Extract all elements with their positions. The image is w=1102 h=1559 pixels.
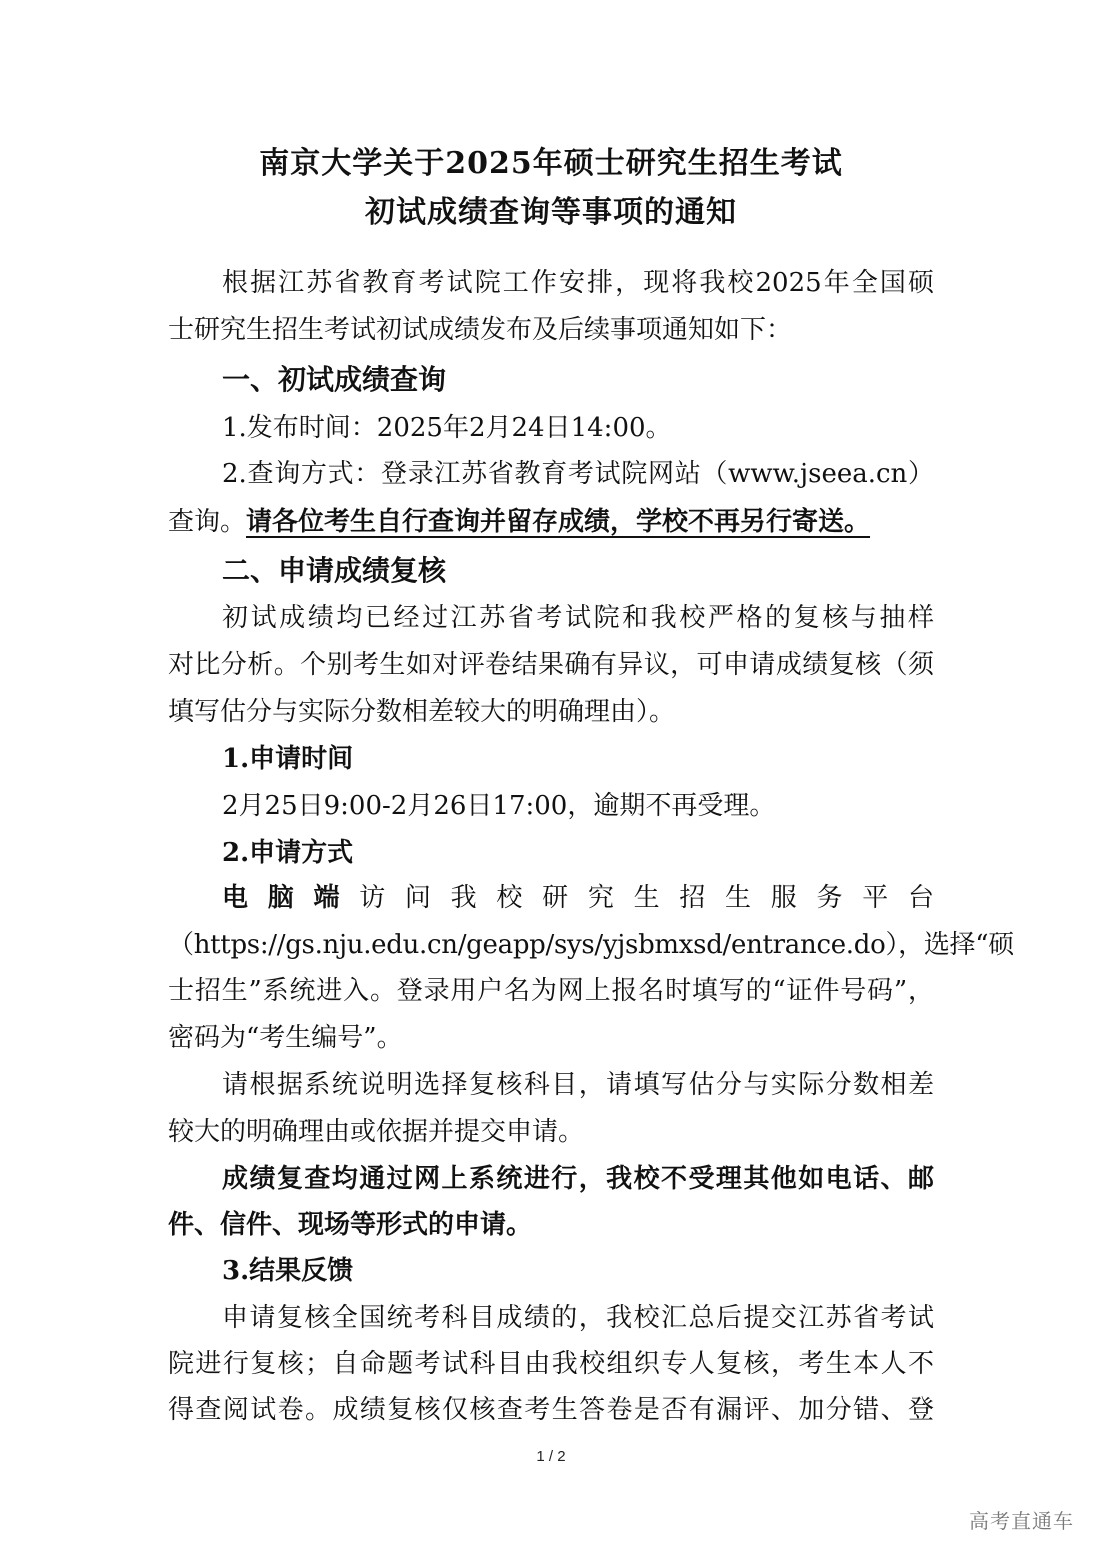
- platform-url-line: （https://gs.nju.edu.cn/geapp/sys/yjsbmxsd/entrance.do），选择“硕: [168, 930, 1014, 960]
- section-2-para-line-3: 填写估分与实际分数相差较大的明确理由）。: [168, 697, 676, 727]
- notice-title-line-1: 南京大学关于2025年硕士研究生招生考试: [259, 146, 843, 181]
- section-1-item-2-line-1: 2.查询方式：登录江苏省教育考试院网站（www.jseea.cn）: [222, 459, 934, 489]
- self-query-notice: 请各位考生自行查询并留存成绩，学校不再另行寄送。: [246, 507, 871, 537]
- application-method-line-4: 密码为“考生编号”。: [168, 1023, 403, 1053]
- result-feedback-line-1: 申请复核全国统考科目成绩的，我校汇总后提交江苏省考试: [222, 1303, 934, 1333]
- subsection-1-heading: 1.申请时间: [222, 744, 354, 774]
- section-2-heading: 二、申请成绩复核: [222, 554, 447, 587]
- online-only-notice-line-2: 件、信件、现场等形式的申请。: [168, 1210, 533, 1240]
- pc-label: 电脑端: [222, 883, 360, 913]
- result-feedback-line-3: 得查阅试卷。成绩复核仅核查考生答卷是否有漏评、加分错、登: [168, 1395, 934, 1425]
- select-subject-line-1: 请根据系统说明选择复核科目，请填写估分与实际分数相差: [222, 1070, 934, 1100]
- application-time-text: 2月25日9:00-2月26日17:00，逾期不再受理。: [222, 791, 776, 821]
- select-subject-line-2: 较大的明确理由或依据并提交申请。: [168, 1117, 585, 1147]
- section-1-item-2-line-2: [168, 504, 934, 540]
- section-1-item-1: 1.发布时间：2025年2月24日14:00。: [222, 413, 672, 443]
- page-number: 1 / 2: [536, 1448, 566, 1465]
- subsection-3-heading: 3.结果反馈: [222, 1256, 354, 1286]
- section-2-para-line-2: 对比分析。个别考生如对评卷结果确有异议，可申请成绩复核（须: [168, 650, 934, 680]
- platform-text: 访问我校研究生招生服务平台: [359, 883, 934, 913]
- application-method-line-3: 士招生”系统进入。登录用户名为网上报名时填写的“证件号码”，: [168, 976, 934, 1006]
- section-1-heading: 一、初试成绩查询: [222, 363, 447, 396]
- notice-title-line-2: 初试成绩查询等事项的通知: [365, 195, 737, 230]
- application-method-line-1: [222, 880, 934, 916]
- watermark: 高考直通车: [969, 1509, 1074, 1533]
- subsection-2-heading: 2.申请方式: [222, 838, 354, 868]
- section-2-para-line-1: 初试成绩均已经过江苏省考试院和我校严格的复核与抽样: [222, 603, 934, 633]
- query-text: 查询。: [168, 507, 247, 537]
- intro-line-2: 士研究生招生考试初试成绩发布及后续事项通知如下：: [168, 315, 793, 345]
- intro-line-1: 根据江苏省教育考试院工作安排，现将我校2025年全国硕: [222, 268, 934, 298]
- online-only-notice-line-1: 成绩复查均通过网上系统进行，我校不受理其他如电话、邮: [222, 1164, 934, 1194]
- result-feedback-line-2: 院进行复核；自命题考试科目由我校组织专人复核，考生本人不: [168, 1349, 934, 1379]
